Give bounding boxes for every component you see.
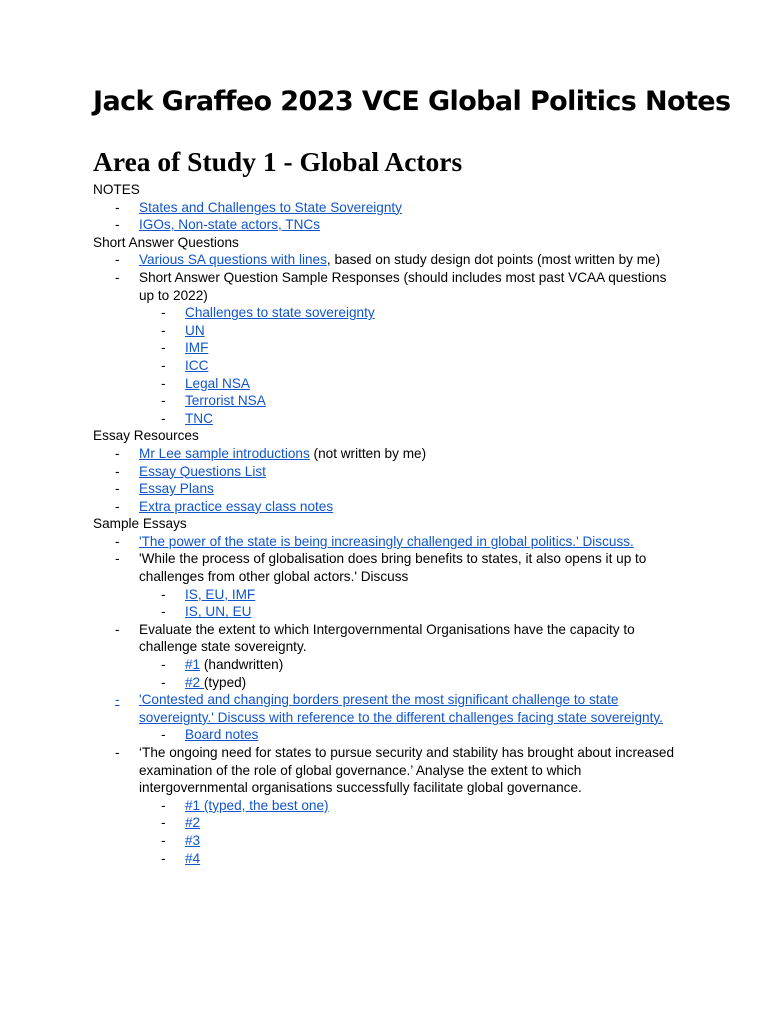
dash-bullet: -: [161, 657, 166, 673]
dash-bullet: -: [115, 199, 120, 215]
dash-bullet: -: [161, 727, 166, 743]
item-text: (typed): [203, 674, 247, 690]
essay-sub-link[interactable]: #1: [185, 657, 201, 673]
saq-sub-link[interactable]: TNC: [185, 410, 213, 426]
essay-sub-link[interactable]: IS, EU, IMF: [185, 586, 256, 602]
essay-sub-link[interactable]: #4: [185, 850, 201, 866]
dash-bullet: -: [115, 533, 120, 549]
dash-bullet: -: [115, 621, 120, 637]
list-item: [93, 550, 683, 620]
sublist-item: [139, 410, 683, 428]
list-item: [93, 199, 683, 217]
sublist-item: [139, 656, 683, 674]
essay-resources-list: [93, 445, 683, 515]
resource-link[interactable]: Extra practice essay class notes: [139, 498, 334, 514]
dash-bullet: -: [161, 674, 166, 690]
saq-sublist: [139, 304, 683, 427]
list-item: [93, 445, 683, 463]
item-text: ‘The ongoing need for states to pursue security and stability has brought about increased examination of the role of global governance.’ Analyse the extent to which intergovernmental organisations successfully facilitate global governance.: [139, 745, 675, 796]
list-item: [93, 251, 683, 269]
saq-list: [93, 251, 683, 427]
saq-sub-link[interactable]: IMF: [185, 340, 209, 356]
sample-essays-label: Sample Essays: [93, 516, 187, 532]
list-item: [93, 744, 683, 867]
sublist-item: [139, 832, 683, 850]
saq-sub-link[interactable]: Challenges to state sovereignty: [185, 305, 375, 321]
dash-bullet: -: [115, 498, 120, 514]
dash-bullet: -: [115, 463, 120, 479]
dash-bullet: -: [115, 481, 120, 497]
list-item: [93, 621, 683, 691]
dash-bullet: -: [161, 375, 166, 391]
item-text: Evaluate the extent to which Intergovernmental Organisations have the capacity to challenge state sovereignty.: [139, 621, 635, 655]
dash-bullet: -: [161, 586, 166, 602]
dash-bullet: -: [115, 551, 120, 567]
sublist-item: [139, 322, 683, 340]
essay-sublist: [139, 656, 683, 691]
item-text: Short Answer Question Sample Responses (should includes most past VCAA questions up to 2022): [139, 269, 667, 303]
item-text: 'While the process of globalisation does bring benefits to states, it also opens it up to challenges from other global actors.' Discuss: [139, 551, 647, 585]
dash-bullet: -: [161, 850, 166, 866]
essay-sublist: [139, 797, 683, 867]
dash-bullet: -: [161, 340, 166, 356]
saq-sub-link[interactable]: UN: [185, 322, 205, 338]
sublist-item: [139, 357, 683, 375]
dash-bullet: -: [161, 815, 166, 831]
dash-bullet: -: [161, 832, 166, 848]
sample-essays-list: [93, 533, 683, 867]
saq-sub-link[interactable]: Legal NSA: [185, 375, 250, 391]
notes-link[interactable]: States and Challenges to State Sovereignty: [139, 199, 402, 215]
sublist-item: [139, 814, 683, 832]
list-item: [93, 533, 683, 551]
essay-sub-link[interactable]: #3: [185, 832, 201, 848]
essay-sub-link[interactable]: IS, UN, EU: [185, 604, 252, 620]
notes-label: NOTES: [93, 182, 140, 197]
saq-sub-link[interactable]: ICC: [185, 357, 209, 373]
resource-link[interactable]: Essay Questions List: [139, 463, 266, 479]
saq-label: Short Answer Questions: [93, 234, 239, 250]
item-text: (handwritten): [200, 657, 284, 673]
item-text: , based on study design dot points (most written by me): [326, 252, 661, 268]
sublist-item: [139, 586, 683, 604]
sublist-item: [139, 304, 683, 322]
saq-sub-link[interactable]: Terrorist NSA: [185, 393, 266, 409]
resource-link[interactable]: Essay Plans: [139, 481, 214, 497]
essay-sub-link[interactable]: Board notes: [185, 727, 259, 743]
dash-bullet: -: [161, 393, 166, 409]
dash-bullet: -: [115, 269, 120, 285]
essay-sub-link[interactable]: #1 (typed, the best one): [185, 797, 329, 813]
essay-sub-link[interactable]: #2: [185, 674, 204, 690]
sublist-item: [139, 603, 683, 621]
dash-bullet: -: [161, 410, 166, 426]
essay-link[interactable]: 'The power of the state is being increasingly challenged in global politics.' Discuss.: [139, 533, 634, 549]
notes-link[interactable]: IGOs, Non-state actors, TNCs: [139, 217, 321, 233]
notes-list: [93, 199, 683, 234]
list-item: [93, 498, 683, 516]
dash-bullet: -: [115, 745, 120, 760]
section-heading: Area of Study 1 - Global Actors: [93, 146, 463, 177]
dash-bullet: -: [161, 305, 166, 321]
dash-bullet: -: [161, 322, 166, 338]
saq-link[interactable]: Various SA questions with lines: [139, 252, 327, 268]
essay-resources-label: Essay Resources: [93, 428, 199, 444]
dash-bullet: -: [115, 217, 120, 233]
dash-bullet: -: [161, 357, 166, 373]
list-item: [93, 269, 683, 427]
dash-bullet: -: [161, 797, 166, 813]
list-item: [93, 216, 683, 234]
sublist-item: [139, 797, 683, 815]
sublist-item: [139, 392, 683, 410]
essay-sublist: [139, 586, 683, 621]
item-text: (not written by me): [309, 445, 427, 461]
sublist-item: [139, 850, 683, 868]
essay-sub-link[interactable]: #2: [185, 815, 201, 831]
dash-bullet: -: [161, 604, 166, 620]
resource-link[interactable]: Mr Lee sample introductions: [139, 445, 310, 461]
dash-bullet: -: [115, 252, 120, 268]
sublist-item: [139, 375, 683, 393]
sublist-item: [139, 726, 683, 744]
dash-bullet: -: [115, 692, 120, 708]
list-item: [93, 480, 683, 498]
list-item: [93, 691, 683, 744]
essay-link[interactable]: 'Contested and changing borders present the most significant challenge to state sovereignty.' Discuss with reference to the different challenges facing state sovereignty.: [139, 692, 663, 725]
essay-sublist: [139, 726, 683, 744]
list-item: [93, 463, 683, 481]
sublist-item: [139, 674, 683, 692]
document-title: Jack Graffeo 2023 VCE Global Politics Notes: [93, 86, 731, 117]
document-body: [93, 181, 683, 867]
dash-bullet: -: [115, 445, 120, 461]
sublist-item: [139, 339, 683, 357]
